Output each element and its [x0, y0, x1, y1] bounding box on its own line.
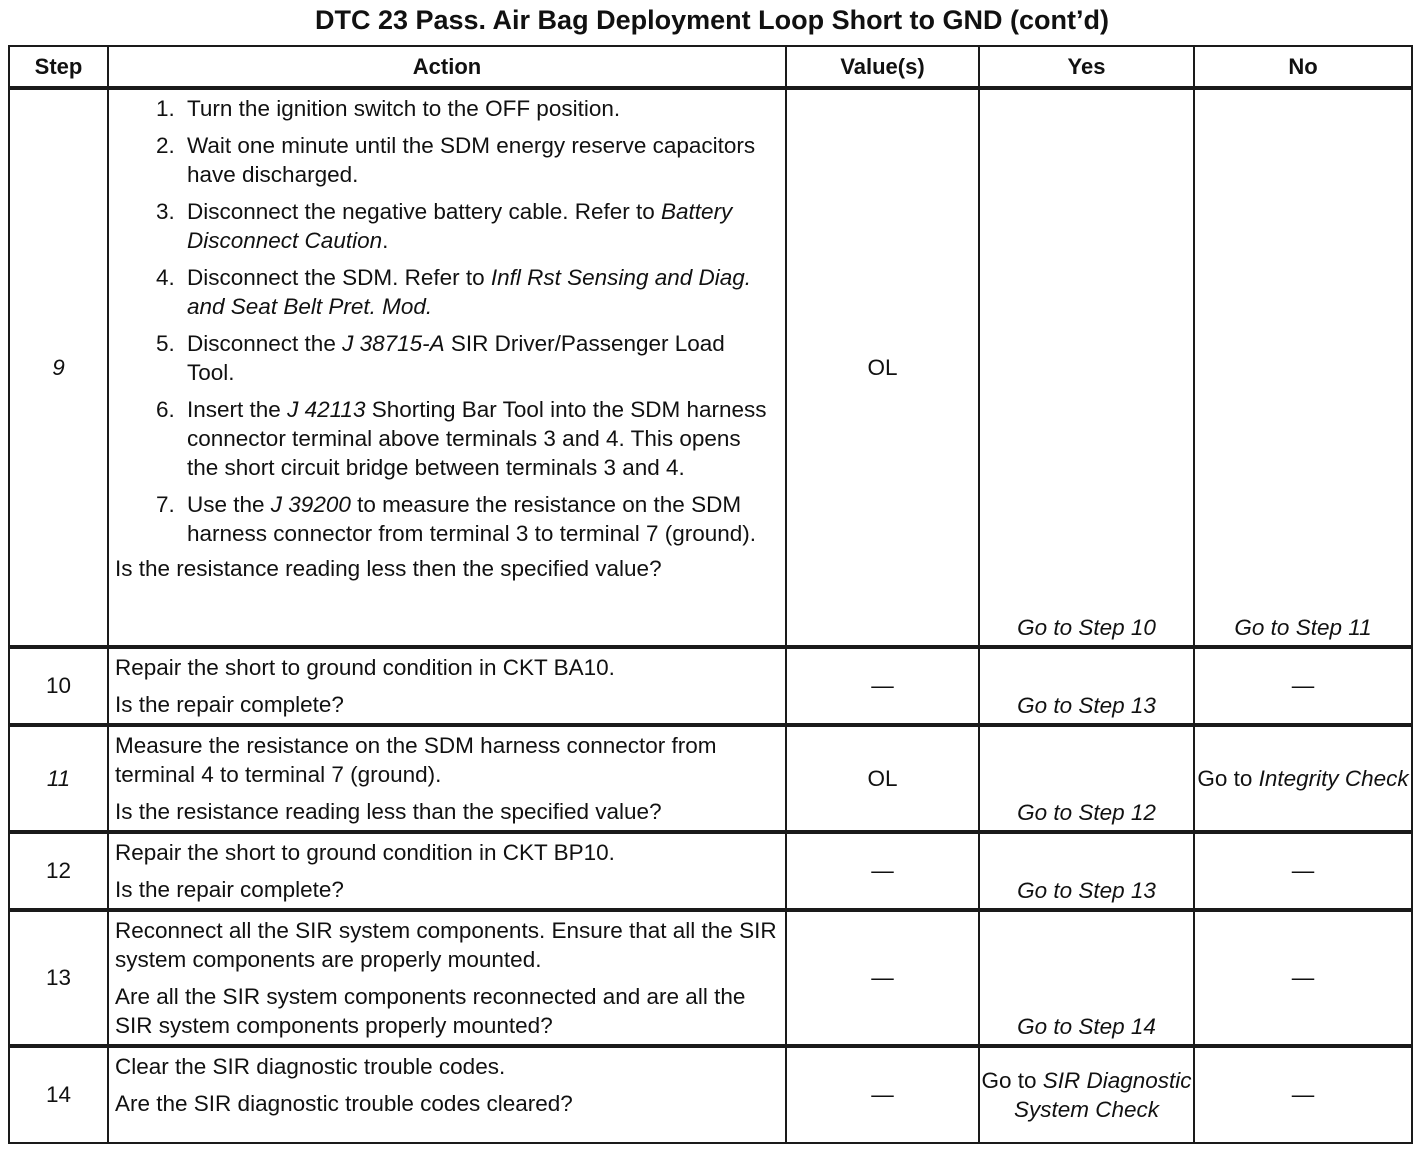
- action-step: 2. Wait one minute until the SDM energy reserve capacitors have discharged.: [181, 131, 777, 189]
- yes-cell: Go to SIR Diagnostic System Check: [979, 1046, 1194, 1143]
- action-cell: [108, 1046, 786, 1143]
- action-step: 3. Disconnect the negative battery cable. Refer to Battery Disconnect Caution.: [181, 197, 777, 255]
- yes-cell: Go to Step 14: [979, 910, 1194, 1046]
- column-header-no: No: [1194, 46, 1412, 88]
- page-title: DTC 23 Pass. Air Bag Deployment Loop Short to GND (cont’d): [314, 5, 1110, 35]
- value-cell: —: [786, 647, 979, 725]
- action-step: 6. Insert the J 42113 Shorting Bar Tool into the SDM harness connector terminal above terminals 3 and 4. This opens the short circuit bridge between terminals 3 and 4.: [181, 395, 777, 482]
- value-cell: —: [786, 1046, 979, 1143]
- value-cell: —: [786, 832, 979, 910]
- table-row-step-10: [9, 647, 1412, 725]
- column-header-action: Action: [108, 46, 786, 88]
- action-cell: [108, 725, 786, 832]
- yes-cell: Go to Step 13: [979, 647, 1194, 725]
- no-cell: —: [1194, 832, 1412, 910]
- action-question: Is the resistance reading less then the specified value?: [115, 556, 662, 581]
- step-number: 14: [9, 1046, 108, 1143]
- column-header-values: Value(s): [786, 46, 979, 88]
- action-text: Repair the short to ground condition in CKT BA10.: [115, 655, 615, 680]
- no-cell: —: [1194, 910, 1412, 1046]
- step-number: 11: [9, 725, 108, 832]
- table-row-step-14: [9, 1046, 1412, 1143]
- no-cell: —: [1194, 1046, 1412, 1143]
- action-step: 4. Disconnect the SDM. Refer to Infl Rst Sensing and Diag. and Seat Belt Pret. Mod.: [181, 263, 777, 321]
- action-step: 5. Disconnect the J 38715-A SIR Driver/Passenger Load Tool.: [181, 329, 777, 387]
- action-text: Measure the resistance on the SDM harness connector from terminal 4 to terminal 7 (ground).: [115, 733, 717, 787]
- action-question: Is the resistance reading less than the specified value?: [115, 799, 662, 824]
- value-cell: OL: [786, 725, 979, 832]
- no-cell: —: [1194, 647, 1412, 725]
- table-header-row: [9, 46, 1412, 88]
- action-question: Is the repair complete?: [115, 877, 344, 902]
- diagnostic-table: [8, 45, 1413, 1144]
- action-cell: [108, 910, 786, 1046]
- yes-cell: Go to Step 10: [979, 88, 1194, 647]
- step-number: 9: [9, 88, 108, 647]
- step-number: 12: [9, 832, 108, 910]
- action-steps-list: [115, 94, 777, 548]
- table-row-step-13: [9, 910, 1412, 1046]
- action-cell: [108, 647, 786, 725]
- yes-cell: Go to Step 12: [979, 725, 1194, 832]
- value-cell: OL: [786, 88, 979, 647]
- table-row-step-11: [9, 725, 1412, 832]
- step-number: 13: [9, 910, 108, 1046]
- no-cell: Go to Step 11: [1194, 88, 1412, 647]
- action-question: Is the repair complete?: [115, 692, 344, 717]
- action-cell: [108, 832, 786, 910]
- action-question: Are all the SIR system components reconnected and are all the SIR system components properly mounted?: [115, 984, 746, 1038]
- action-question: Are the SIR diagnostic trouble codes cleared?: [115, 1091, 573, 1116]
- action-text: Reconnect all the SIR system components. Ensure that all the SIR system components are properly mounted.: [115, 918, 777, 972]
- action-text: Clear the SIR diagnostic trouble codes.: [115, 1054, 506, 1079]
- action-cell: [108, 88, 786, 647]
- value-cell: —: [786, 910, 979, 1046]
- action-text: Repair the short to ground condition in CKT BP10.: [115, 840, 615, 865]
- action-step: 1. Turn the ignition switch to the OFF position.: [181, 94, 777, 123]
- table-row-step-12: [9, 832, 1412, 910]
- step-number: 10: [9, 647, 108, 725]
- column-header-yes: Yes: [979, 46, 1194, 88]
- no-cell: Go to Integrity Check: [1194, 725, 1412, 832]
- action-step: 7. Use the J 39200 to measure the resistance on the SDM harness connector from terminal 3 to terminal 7 (ground).: [181, 490, 777, 548]
- table-row-step-9: [9, 88, 1412, 647]
- yes-cell: Go to Step 13: [979, 832, 1194, 910]
- column-header-step: Step: [9, 46, 108, 88]
